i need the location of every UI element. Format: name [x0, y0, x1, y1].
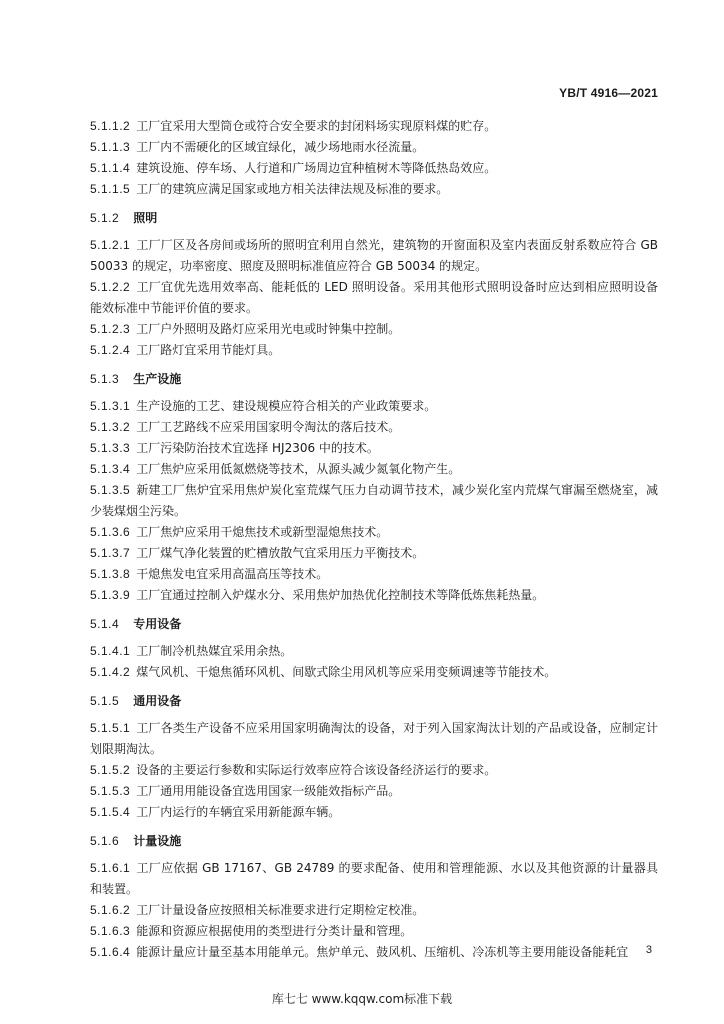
- clause-text: 工厂煤气净化装置的贮槽放散气宜采用压力平衡技术。: [136, 546, 425, 560]
- clause-number: 5.1.1.4: [90, 161, 131, 175]
- clause-paragraph: [90, 179, 658, 200]
- section-heading: [90, 614, 658, 635]
- clause-text: 照明: [133, 211, 158, 225]
- clause-number: 5.1.2.2: [90, 280, 131, 294]
- clause-paragraph: [90, 662, 658, 683]
- clause-text: 工厂计量设备应按照相关标准要求进行定期检定校准。: [136, 903, 425, 917]
- clause-paragraph: [90, 417, 658, 438]
- clause-number: 5.1.2.3: [90, 322, 131, 336]
- clause-paragraph: [90, 564, 658, 585]
- clause-number: 5.1.6.4: [90, 945, 131, 959]
- clause-text: 煤气风机、干熄焦循环风机、间歇式除尘用风机等应采用变频调速等节能技术。: [136, 665, 557, 679]
- clause-number: 5.1.1.3: [90, 140, 131, 154]
- clause-text: 计量设施: [133, 834, 182, 848]
- section-heading: [90, 691, 658, 712]
- clause-paragraph: [90, 543, 658, 564]
- clause-number: 5.1.3.6: [90, 525, 131, 539]
- clause-text: 工厂焦炉应采用低氮燃烧等技术，从源头减少氮氧化物产生。: [136, 462, 461, 476]
- clause-number: 5.1.5.2: [90, 763, 131, 777]
- clause-number: 5.1.3.9: [90, 588, 131, 602]
- clause-text: 工厂污染防治技术宜选择 HJ2306 中的技术。: [136, 441, 379, 455]
- clause-text: 通用设备: [133, 694, 182, 708]
- clause-text: 工厂内运行的车辆宜采用新能源车辆。: [136, 805, 341, 819]
- clause-text: 干熄焦发电宜采用高温高压等技术。: [136, 567, 329, 581]
- clause-number: 5.1.3.2: [90, 420, 131, 434]
- clause-paragraph: [90, 158, 658, 179]
- clause-text: 工厂户外照明及路灯应采用光电或时钟集中控制。: [136, 322, 401, 336]
- section-heading: [90, 369, 658, 390]
- standard-code-header: YB/T 4916—2021: [559, 86, 658, 100]
- clause-number: 5.1.5.1: [90, 721, 131, 735]
- section-heading: [90, 831, 658, 852]
- clause-text: 专用设备: [133, 617, 182, 631]
- clause-text: 设备的主要运行参数和实际运行效率应符合该设备经济运行的要求。: [136, 763, 497, 777]
- clause-text: 工厂内不需硬化的区域宜绿化，减少场地雨水径流量。: [136, 140, 425, 154]
- watermark-footer: 库七七 www.kqqw.com标准下载: [271, 992, 453, 1006]
- clause-number: 5.1.2.1: [90, 238, 131, 252]
- clause-text: 工厂的建筑应满足国家或地方相关法律法规及标准的要求。: [136, 182, 449, 196]
- clause-text: 能源计量应计量至基本用能单元。焦炉单元、鼓风机、压缩机、冷冻机等主要用能设备能耗宜: [136, 945, 629, 959]
- clause-number: 5.1.4.2: [90, 665, 131, 679]
- clause-number: 5.1.6.3: [90, 924, 131, 938]
- clause-number: 5.1.4.1: [90, 644, 131, 658]
- clause-text: 工厂焦炉应采用干熄焦技术或新型湿熄焦技术。: [136, 525, 389, 539]
- clause-number: 5.1.2.4: [90, 343, 131, 357]
- clause-number: 5.1.1.2: [90, 119, 131, 133]
- clause-number: 5.1.5.3: [90, 784, 131, 798]
- clause-paragraph: [90, 921, 658, 942]
- clause-text: 能源和资源应根据使用的类型进行分类计量和管理。: [136, 924, 413, 938]
- clause-text: 工厂工艺路线不应采用国家明令淘汰的落后技术。: [136, 420, 401, 434]
- clause-paragraph: [90, 718, 658, 760]
- clause-number: 5.1.5.4: [90, 805, 131, 819]
- clause-text: 工厂宜采用大型筒仓或符合安全要求的封闭料场实现原料煤的贮存。: [136, 119, 497, 133]
- clause-number: 5.1.6.2: [90, 903, 131, 917]
- clause-number: 5.1.3.7: [90, 546, 131, 560]
- clause-paragraph: [90, 319, 658, 340]
- clause-paragraph: [90, 641, 658, 662]
- clause-paragraph: [90, 396, 658, 417]
- page-number: 3: [645, 944, 652, 956]
- clause-number: 5.1.3.1: [90, 399, 131, 413]
- clause-number: 5.1.3.5: [90, 483, 131, 497]
- clause-number: 5.1.6: [90, 834, 120, 848]
- section-heading: [90, 208, 658, 229]
- clause-paragraph: [90, 277, 658, 319]
- clause-number: 5.1.3.8: [90, 567, 131, 581]
- clause-text: 工厂宜通过控制入炉煤水分、采用焦炉加热优化控制技术等降低炼焦耗热量。: [136, 588, 545, 602]
- clause-number: 5.1.3: [90, 372, 120, 386]
- clause-paragraph: [90, 459, 658, 480]
- clause-text: 生产设施: [133, 372, 182, 386]
- clause-number: 5.1.4: [90, 617, 120, 631]
- clause-text: 工厂厂区及各房间或场所的照明宜利用自然光，建筑物的开窗面积及室内表面反射系数应符合 GB 50033 的规定，功率密度、照度及照明标准值应符合 GB 50034 的规定。: [90, 238, 658, 273]
- clause-paragraph: [90, 235, 658, 277]
- clause-text: 新建工厂焦炉宜采用焦炉炭化室荒煤气压力自动调节技术，减少炭化室内荒煤气窜漏至燃烧室，减少装煤烟尘污染。: [90, 483, 658, 518]
- clause-number: 5.1.2: [90, 211, 120, 225]
- clause-text: 工厂路灯宜采用节能灯具。: [136, 343, 281, 357]
- clause-text: 工厂宜优先选用效率高、能耗低的 LED 照明设备。采用其他形式照明设备时应达到相应照明设备能效标准中节能评价值的要求。: [90, 280, 658, 315]
- clause-text: 工厂应依据 GB 17167、GB 24789 的要求配备、使用和管理能源、水以及其他资源的计量器具和装置。: [90, 861, 658, 896]
- clause-text: 生产设施的工艺、建设规模应符合相关的产业政策要求。: [136, 399, 437, 413]
- clause-paragraph: [90, 942, 658, 963]
- clause-paragraph: [90, 438, 658, 459]
- clause-paragraph: [90, 522, 658, 543]
- clause-text: 工厂通用用能设备宜选用国家一级能效指标产品。: [136, 784, 401, 798]
- clause-paragraph: [90, 116, 658, 137]
- clause-number: 5.1.5: [90, 694, 120, 708]
- clause-number: 5.1.6.1: [90, 861, 131, 875]
- clause-paragraph: [90, 137, 658, 158]
- clause-text: 建筑设施、停车场、人行道和广场周边宜种植树木等降低热岛效应。: [136, 161, 497, 175]
- clause-paragraph: [90, 858, 658, 900]
- clause-paragraph: [90, 802, 658, 823]
- clause-paragraph: [90, 900, 658, 921]
- clause-number: 5.1.3.4: [90, 462, 131, 476]
- clause-paragraph: [90, 585, 658, 606]
- clause-text: 工厂各类生产设备不应采用国家明确淘汰的设备，对于列入国家淘汰计划的产品或设备，应制定计划限期淘汰。: [90, 721, 658, 756]
- clause-paragraph: [90, 781, 658, 802]
- document-body: [90, 116, 658, 963]
- clause-text: 工厂制冷机热媒宜采用余热。: [136, 644, 293, 658]
- clause-paragraph: [90, 760, 658, 781]
- clause-number: 5.1.1.5: [90, 182, 131, 196]
- clause-paragraph: [90, 340, 658, 361]
- clause-paragraph: [90, 480, 658, 522]
- clause-number: 5.1.3.3: [90, 441, 131, 455]
